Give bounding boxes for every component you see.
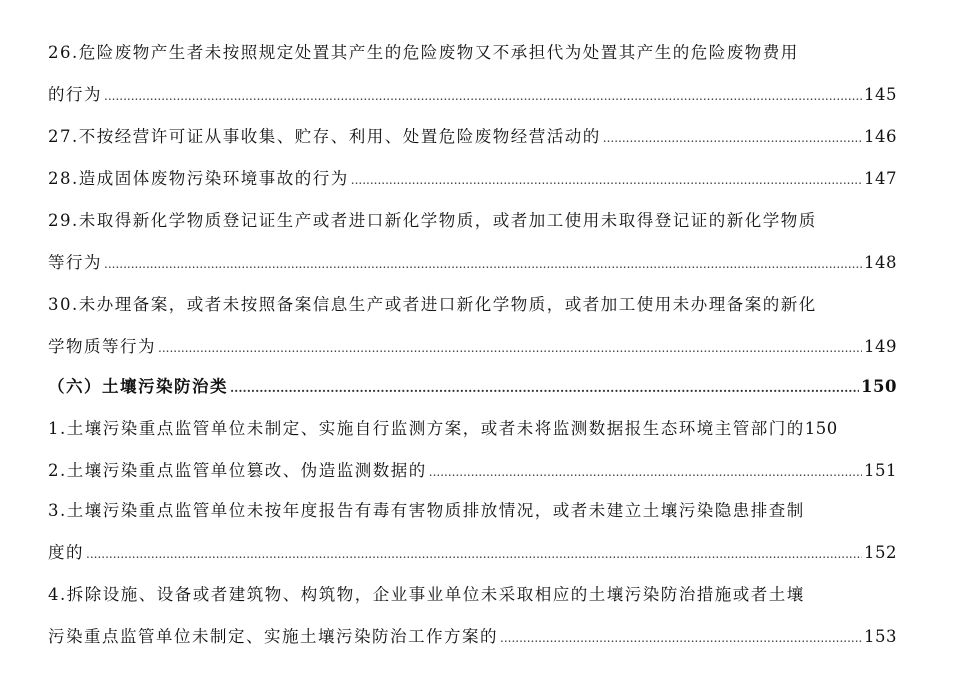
page-number: 145 [864, 85, 897, 104]
dot-leader [603, 124, 862, 152]
toc-entry-text: 27.不按经营许可证从事收集、贮存、利用、处置危险废物经营活动的 [48, 127, 601, 146]
dot-leader [500, 624, 862, 652]
dot-leader [104, 250, 862, 278]
toc-entry-text: 30.未办理备案，或者未按照备案信息生产或者进口新化学物质，或者加工使用未办理备案的新化 [48, 295, 817, 314]
toc-section-entry-4[interactable] [48, 623, 897, 651]
toc-entry-30[interactable] [48, 333, 897, 361]
page-number: 150 [861, 377, 897, 396]
dot-leader [429, 458, 862, 486]
toc-entry-30-line1 [48, 291, 897, 319]
toc-entry-text: 学物质等行为 [48, 337, 156, 356]
toc-entry-text: 2.土壤污染重点监管单位篡改、伪造监测数据的 [48, 461, 427, 480]
toc-section-entry-1[interactable] [48, 415, 923, 443]
toc-section-heading[interactable] [48, 373, 897, 401]
toc-entry-text: 1.土壤污染重点监管单位未制定、实施自行监测方案，或者未将监测数据报生态环境主管部门的 [48, 419, 805, 438]
toc-entry-29[interactable] [48, 249, 897, 277]
toc-entry-text: 污染重点监管单位未制定、实施土壤污染防治工作方案的 [48, 627, 498, 646]
page-number: 151 [864, 461, 897, 480]
page-number: 152 [864, 543, 897, 562]
dot-leader [86, 540, 862, 568]
page-number: 146 [864, 127, 897, 146]
dot-leader [158, 334, 862, 362]
toc-entry-text: 等行为 [48, 253, 102, 272]
toc-section-entry-3[interactable] [48, 539, 897, 567]
toc-entry-text: 4.拆除设施、设备或者建筑物、构筑物，企业事业单位未采取相应的土壤污染防治措施或者土壤 [48, 585, 805, 604]
toc-entry-text: 的行为 [48, 85, 102, 104]
toc-entry-26-line1 [48, 39, 897, 67]
toc-entry-27[interactable] [48, 123, 897, 151]
dot-leader [351, 166, 862, 194]
dot-leader [104, 82, 862, 110]
toc-section-entry-2[interactable] [48, 457, 897, 485]
toc-entry-28[interactable] [48, 165, 897, 193]
page-number: 148 [864, 253, 897, 272]
toc-entry-text: 28.造成固体废物污染环境事故的行为 [48, 169, 349, 188]
toc-section-entry-3-line1 [48, 497, 897, 525]
dot-leader [230, 374, 859, 402]
page-number: 150 [804, 419, 838, 438]
section-title: （六）土壤污染防治类 [48, 377, 228, 396]
toc-entry-text: 26.危险废物产生者未按照规定处置其产生的危险废物又不承担代为处置其产生的危险废物费用 [48, 43, 799, 62]
toc-entry-text: 29.未取得新化学物质登记证生产或者进口新化学物质，或者加工使用未取得登记证的新化学物质 [48, 211, 817, 230]
toc-entry-text: 度的 [48, 543, 84, 562]
toc-section-entry-4-line1 [48, 581, 897, 609]
page-number: 149 [864, 337, 897, 356]
page-number: 153 [864, 627, 897, 646]
page-number: 147 [864, 169, 897, 188]
toc-entry-26[interactable] [48, 81, 897, 109]
toc-entry-text: 3.土壤污染重点监管单位未按年度报告有毒有害物质排放情况，或者未建立土壤污染隐患排查制 [48, 501, 805, 520]
toc-entry-29-line1 [48, 207, 897, 235]
